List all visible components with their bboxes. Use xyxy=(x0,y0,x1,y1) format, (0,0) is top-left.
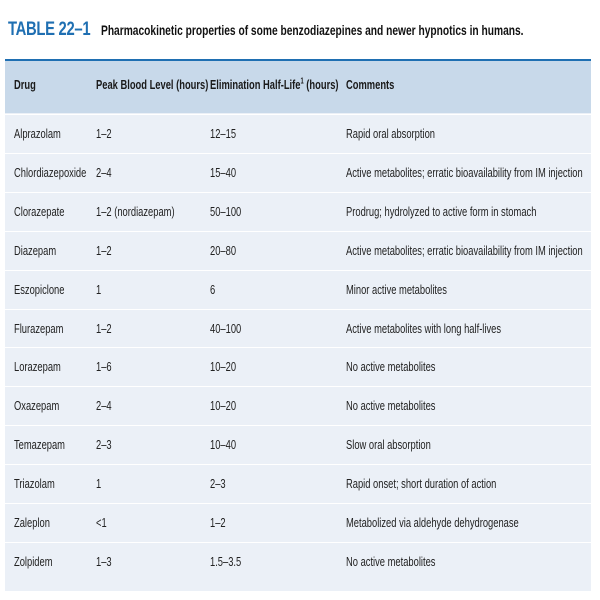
cell-peak-blood-level: 1–2 (nordiazepam) xyxy=(96,203,175,219)
table-row xyxy=(5,542,591,581)
table-title xyxy=(8,18,598,43)
cell-elimination-half-life: 10–40 xyxy=(210,437,237,453)
header-half-life-footnote: 1 xyxy=(300,76,304,86)
cell-elimination-half-life: 40–100 xyxy=(210,320,242,336)
cell-comments: Rapid oral absorption xyxy=(346,126,435,141)
header-drug: Drug xyxy=(14,77,36,92)
table-row xyxy=(5,309,591,348)
cell-comments: No active metabolites xyxy=(346,553,436,569)
table-row xyxy=(5,231,591,270)
cell-drug: Diazepam xyxy=(14,242,57,258)
cell-drug: Temazepam xyxy=(14,437,65,453)
table-row xyxy=(5,192,591,231)
header-half-life-label: Elimination Half-Life xyxy=(210,77,301,92)
cell-comments: Active metabolites; erratic bioavailability from IM injection xyxy=(346,164,583,180)
cell-comments: Active metabolites; erratic bioavailability from IM injection xyxy=(346,242,583,258)
cell-peak-blood-level: 2–4 xyxy=(96,398,112,414)
cell-peak-blood-level: 1–2 xyxy=(96,320,112,336)
pharmacokinetics-table xyxy=(5,59,591,591)
header-elimination-half-life xyxy=(210,77,339,92)
cell-peak-blood-level: 1 xyxy=(96,476,102,492)
header-comments: Comments xyxy=(346,77,395,92)
cell-elimination-half-life: 2–3 xyxy=(210,476,226,492)
table-header-row xyxy=(5,61,591,113)
cell-peak-blood-level: <1 xyxy=(96,515,107,530)
cell-comments: Active metabolites with long half-lives xyxy=(346,320,502,336)
cell-drug: Triazolam xyxy=(14,476,55,492)
cell-comments: Metabolized via aldehyde dehydrogenase xyxy=(346,515,519,530)
cell-drug: Oxazepam xyxy=(14,398,60,414)
table-row xyxy=(5,153,591,192)
cell-drug: Lorazepam xyxy=(14,359,61,375)
cell-elimination-half-life: 1–2 xyxy=(210,515,226,530)
cell-elimination-half-life: 10–20 xyxy=(210,398,237,414)
cell-comments: No active metabolites xyxy=(346,398,436,414)
cell-drug: Zolpidem xyxy=(14,553,53,569)
table-row xyxy=(5,386,591,425)
header-peak-blood-level: Peak Blood Level (hours) xyxy=(96,77,209,92)
cell-elimination-half-life: 12–15 xyxy=(210,126,237,141)
table-number: TABLE 22–1 xyxy=(8,19,91,40)
cell-peak-blood-level: 1–2 xyxy=(96,242,112,258)
table-caption: Pharmacokinetic properties of some benzodiazepines and newer hypnotics in humans. xyxy=(100,22,524,38)
cell-drug: Chlordiazepoxide xyxy=(14,164,87,180)
header-half-life-unit: (hours) xyxy=(306,77,339,92)
table-row xyxy=(5,425,591,464)
cell-elimination-half-life: 10–20 xyxy=(210,359,237,375)
cell-drug: Clorazepate xyxy=(14,203,65,219)
cell-comments: Rapid onset; short duration of action xyxy=(346,476,497,492)
table-row xyxy=(5,503,591,542)
cell-peak-blood-level: 1–6 xyxy=(96,359,112,375)
table-row xyxy=(5,347,591,386)
cell-drug: Eszopiclone xyxy=(14,281,65,297)
cell-elimination-half-life: 6 xyxy=(210,281,216,297)
cell-comments: Slow oral absorption xyxy=(346,437,431,453)
cell-elimination-half-life: 1.5–3.5 xyxy=(210,553,242,569)
cell-elimination-half-life: 15–40 xyxy=(210,164,237,180)
cell-drug: Zaleplon xyxy=(14,515,50,530)
cell-comments: No active metabolites xyxy=(346,359,436,375)
cell-peak-blood-level: 1–2 xyxy=(96,126,112,141)
cell-elimination-half-life: 50–100 xyxy=(210,203,242,219)
cell-peak-blood-level: 1–3 xyxy=(96,553,112,569)
cell-drug: Flurazepam xyxy=(14,320,64,336)
cell-elimination-half-life: 20–80 xyxy=(210,242,237,258)
cell-comments: Prodrug; hydrolyzed to active form in stomach xyxy=(346,203,537,219)
cell-comments: Minor active metabolites xyxy=(346,281,447,297)
cell-drug: Alprazolam xyxy=(14,126,61,141)
cell-peak-blood-level: 2–3 xyxy=(96,437,112,453)
table-row xyxy=(5,270,591,309)
table-row xyxy=(5,464,591,503)
table-row xyxy=(5,114,591,153)
cell-peak-blood-level: 1 xyxy=(96,281,102,297)
cell-peak-blood-level: 2–4 xyxy=(96,164,112,180)
